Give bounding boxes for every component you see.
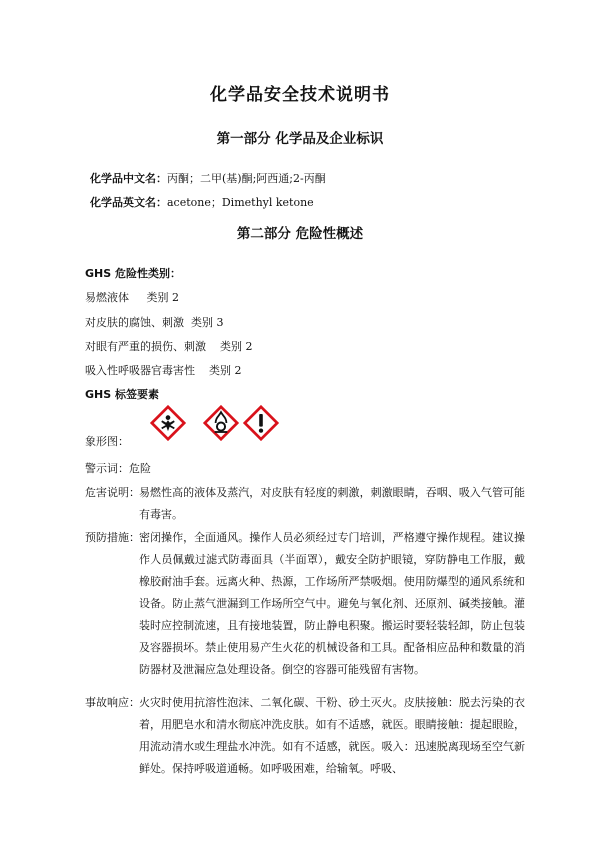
english-name-row — [90, 194, 314, 210]
chinese-name-value: 丙酮；二甲(基)酮;阿西通;2-丙酮 — [167, 172, 326, 185]
english-name-value: acetone；Dimethyl ketone — [167, 196, 314, 209]
pictogram-label: 象形图： — [85, 435, 129, 448]
response-label: 事故响应： — [85, 696, 140, 709]
exclamation-icon — [243, 405, 279, 441]
hazard-statement-text: 易燃性高的液体及蒸汽，对皮肤有轻度的刺激，刺激眼睛，吞咽、吸入气管可能有毒害。 — [139, 486, 525, 521]
precaution-text: 密闭操作，全面通风。操作人员必须经过专门培训，严格遵守操作规程。建议操作人员佩戴过滤式防毒面具（半面罩），戴安全防护眼镜，穿防静电工作服，戴橡胶耐油手套。远离火种、热源，工作场所严禁吸烟。使用防爆型的通风系统和设备。防止蒸气泄漏到工作场所空气中。避免与氧化剂、还原剂、碱类接触。灌装时应控制流速，且有接地装置，防止静电积聚。搬运时要轻装轻卸，防止包装及容器损坏。禁止使用易产生火花的机械设备和工具。配备相应品种和数量的消防器材及泄漏应急处理设备。倒空的容器可能残留有害物。 — [139, 531, 525, 676]
hazard-class-item: 对眼有严重的损伤、刺激 类别 2 — [85, 340, 253, 353]
response-statement — [85, 692, 525, 780]
hazard-statement — [85, 482, 525, 526]
precaution-statement — [85, 527, 525, 681]
hazard-class-item: 对皮肤的腐蚀、刺激 类别 3 — [85, 316, 224, 329]
response-text: 火灾时使用抗溶性泡沫、二氧化碳、干粉、砂土灭火。皮肤接触：脱去污染的衣着，用肥皂水和清水彻底冲洗皮肤。如有不适感，就医。眼睛接触：提起眼睑，用流动清水或生理盐水冲洗。如有不适感，就医。吸入：迅速脱离现场至空气新鲜处。保持呼吸道通畅。如呼吸困难，给输氧。呼吸、 — [139, 696, 525, 775]
hazard-statement-label: 危害说明： — [85, 486, 140, 499]
section-1-heading: 第一部分 化学品及企业标识 — [216, 131, 384, 147]
chinese-name-row — [90, 170, 326, 186]
precaution-label: 预防措施： — [85, 531, 140, 544]
oxidizer-icon — [203, 405, 239, 441]
ghs-class-heading: GHS 危险性类别： — [85, 267, 181, 280]
document-title: 化学品安全技术说明书 — [210, 85, 390, 105]
hazard-class-item: 吸入性呼吸器官毒害性 类别 2 — [85, 364, 242, 377]
signal-word: 警示词：危险 — [85, 462, 151, 475]
health-hazard-icon — [150, 405, 186, 441]
english-name-label: 化学品英文名： — [90, 196, 167, 209]
chinese-name-label: 化学品中文名： — [90, 172, 167, 185]
hazard-class-item: 易燃液体 类别 2 — [85, 291, 179, 304]
ghs-label-heading: GHS 标签要素 — [85, 388, 159, 401]
section-2-heading: 第二部分 危险性概述 — [236, 226, 364, 242]
